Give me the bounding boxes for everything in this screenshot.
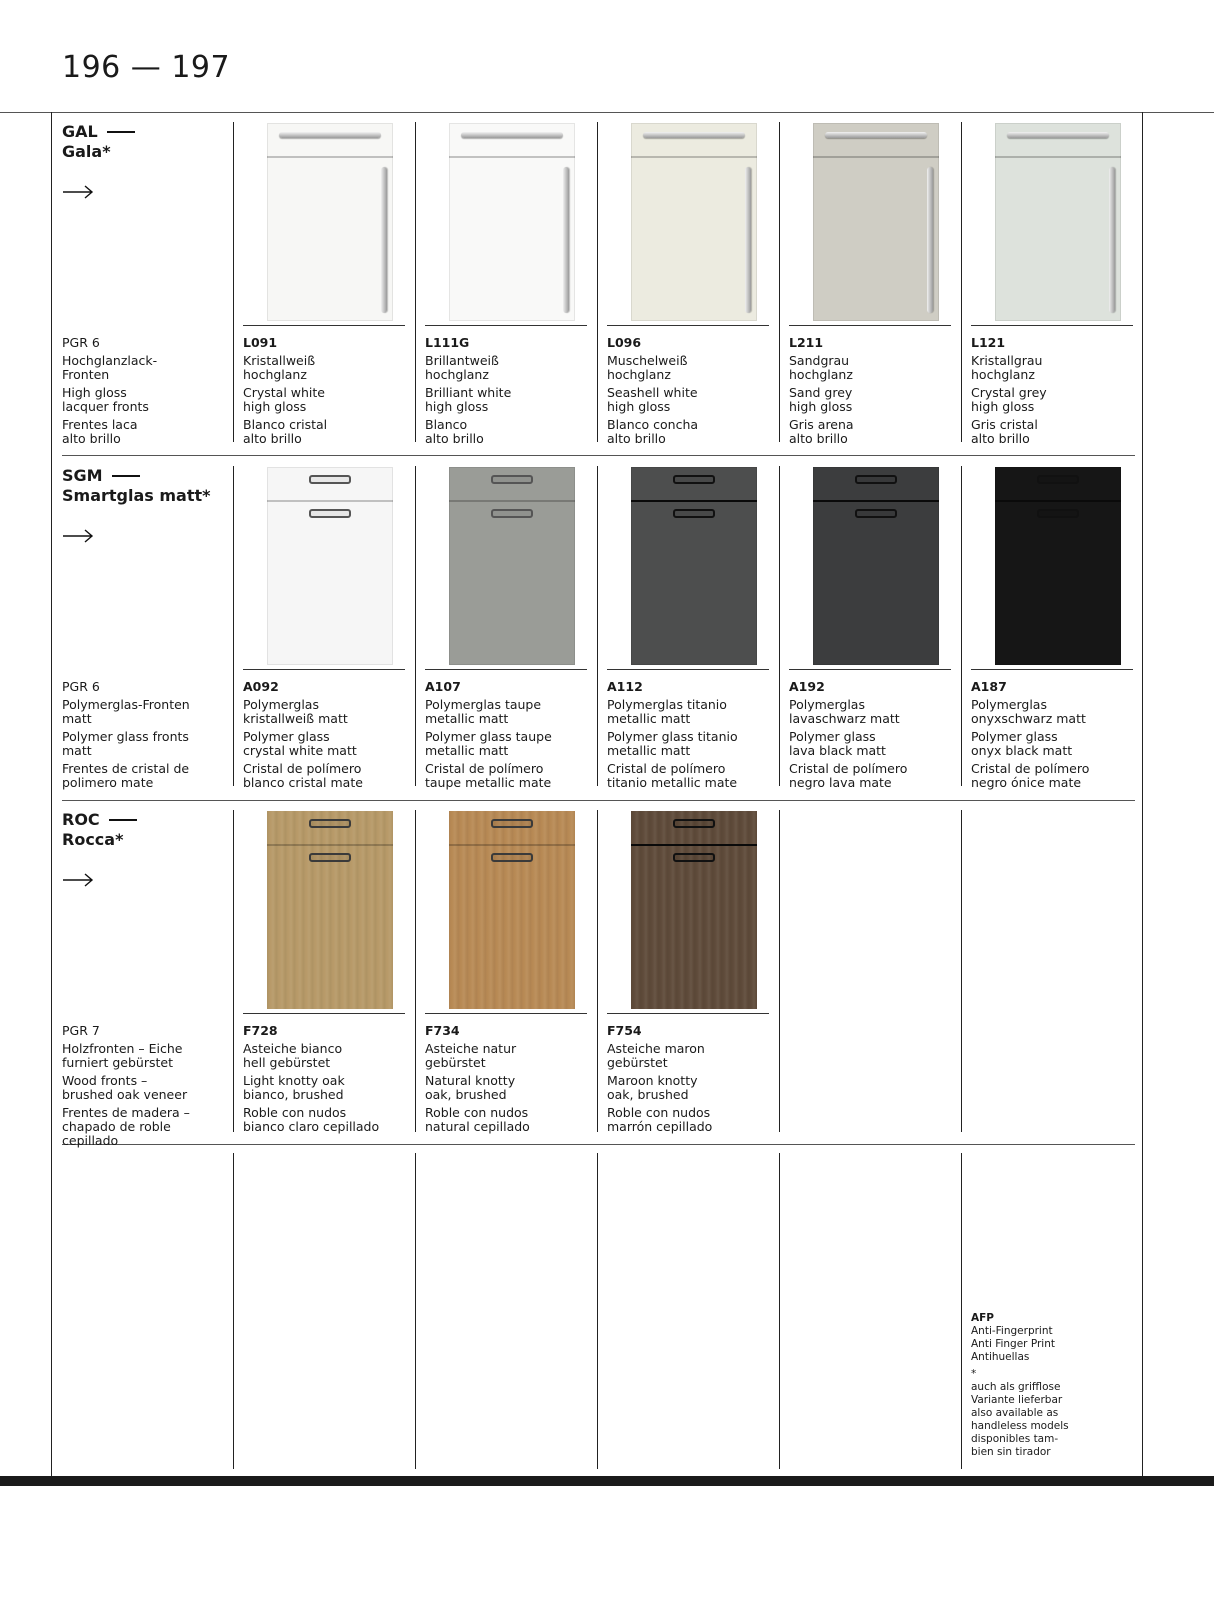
- card-rule: [607, 325, 769, 326]
- column-separator: [597, 122, 598, 442]
- front-description: Asteiche maron gebürstet: [607, 1041, 705, 1070]
- description-line: PGR 7: [62, 1023, 100, 1038]
- recess-handle-icon: [855, 509, 897, 518]
- front-code: A107: [425, 679, 461, 694]
- column-separator: [415, 122, 416, 442]
- front-card[interactable]: [789, 120, 961, 450]
- column-separator: [961, 1153, 962, 1469]
- recess-handle-icon: [309, 853, 351, 862]
- front-card[interactable]: [243, 808, 415, 1138]
- recess-handle-icon: [491, 475, 533, 484]
- recess-handle-icon: [491, 853, 533, 862]
- series-code-text: SGM: [62, 466, 103, 485]
- card-rule: [243, 325, 405, 326]
- drawer-gap: [267, 844, 393, 846]
- card-text: [971, 336, 1143, 450]
- drawer-gap: [449, 156, 575, 158]
- column-separator: [415, 810, 416, 1132]
- card-text: [607, 680, 779, 794]
- drawer-gap: [631, 500, 757, 502]
- card-text: [971, 680, 1143, 794]
- drawer-gap: [813, 156, 939, 158]
- card-rule: [425, 1013, 587, 1014]
- column-separator: [233, 1153, 234, 1469]
- front-description: Polymer glass lava black matt: [789, 729, 886, 758]
- door-swatch: [631, 123, 757, 321]
- left-frame-line: [51, 112, 52, 1478]
- card-rule: [789, 325, 951, 326]
- front-description: Gris arena alto brillo: [789, 417, 854, 446]
- column-separator: [961, 122, 962, 442]
- front-description: Maroon knotty oak, brushed: [607, 1073, 698, 1102]
- front-description: Cristal de polímero negro ónice mate: [971, 761, 1090, 790]
- door-swatch: [631, 467, 757, 665]
- column-separator: [597, 466, 598, 786]
- description-line: Frentes de cristal de polimero mate: [62, 761, 190, 790]
- front-card[interactable]: [971, 120, 1143, 450]
- series-heading: [62, 810, 137, 892]
- recess-handle-icon: [1037, 509, 1079, 518]
- top-rule: [0, 112, 1214, 113]
- description-line: Wood fronts – brushed oak veneer: [62, 1073, 188, 1102]
- card-rule: [607, 669, 769, 670]
- front-code: L096: [607, 335, 642, 350]
- front-description: Polymer glass onyx black matt: [971, 729, 1073, 758]
- bar-handle-icon: [1109, 167, 1115, 313]
- card-rule: [425, 325, 587, 326]
- recess-handle-icon: [309, 509, 351, 518]
- front-code: A112: [607, 679, 643, 694]
- description-line: Frentes laca alto brillo: [62, 417, 138, 446]
- front-card[interactable]: [971, 464, 1143, 794]
- drawer-gap: [449, 844, 575, 846]
- front-code: L091: [243, 335, 278, 350]
- door-swatch: [267, 467, 393, 665]
- card-rule: [425, 669, 587, 670]
- card-rule: [607, 1013, 769, 1014]
- row-divider: [62, 800, 1135, 801]
- card-rule: [971, 325, 1133, 326]
- column-separator: [415, 1153, 416, 1469]
- card-text: [243, 336, 415, 450]
- card-rule: [971, 669, 1133, 670]
- card-text: [607, 1024, 779, 1138]
- column-separator: [779, 466, 780, 786]
- dash-line: [112, 475, 140, 477]
- column-separator: [233, 122, 234, 442]
- column-separator: [961, 466, 962, 786]
- column-separator: [233, 466, 234, 786]
- description-line: PGR 6: [62, 335, 100, 350]
- arrow-right-icon[interactable]: [62, 528, 94, 544]
- column-separator: [961, 810, 962, 1132]
- door-swatch: [995, 123, 1121, 321]
- front-description: Polymerglas titanio metallic matt: [607, 697, 727, 726]
- description-line: Holzfronten – Eiche furniert gebürstet: [62, 1041, 183, 1070]
- door-swatch: [813, 467, 939, 665]
- series-code: [62, 810, 137, 830]
- bar-handle-icon: [825, 132, 927, 138]
- series-heading: [62, 122, 135, 204]
- front-description: Roble con nudos marrón cepillado: [607, 1105, 713, 1134]
- front-description: Gris cristal alto brillo: [971, 417, 1038, 446]
- column-separator: [233, 810, 234, 1132]
- front-description: Kristallweiß hochglanz: [243, 353, 316, 382]
- footnote: [971, 1312, 1131, 1463]
- series-name: Smartglas matt*: [62, 486, 211, 505]
- footnote-star-text: auch als grifflose Variante lieferbar also available as handleless models disponibles tam- bien sin tirador: [971, 1381, 1069, 1458]
- bar-handle-icon: [643, 132, 745, 138]
- footnote-afp-text: Anti-Fingerprint Anti Finger Print Antihuellas: [971, 1325, 1055, 1363]
- card-rule: [789, 669, 951, 670]
- drawer-gap: [813, 500, 939, 502]
- recess-handle-icon: [673, 509, 715, 518]
- arrow-right-icon[interactable]: [62, 184, 94, 200]
- drawer-gap: [995, 156, 1121, 158]
- description-line: Polymerglas-Fronten matt: [62, 697, 190, 726]
- bar-handle-icon: [461, 132, 563, 138]
- card-text: [789, 680, 961, 794]
- series-heading: [62, 466, 211, 548]
- front-description: Polymerglas kristallweiß matt: [243, 697, 348, 726]
- bar-handle-icon: [1007, 132, 1109, 138]
- card-text: [789, 336, 961, 450]
- front-description: Polymer glass crystal white matt: [243, 729, 357, 758]
- bar-handle-icon: [279, 132, 381, 138]
- drawer-gap: [995, 500, 1121, 502]
- front-description: Brillantweiß hochglanz: [425, 353, 499, 382]
- front-code: L121: [971, 335, 1006, 350]
- recess-handle-icon: [309, 819, 351, 828]
- front-card[interactable]: [425, 808, 597, 1138]
- front-description: Polymerglas onyxschwarz matt: [971, 697, 1086, 726]
- description-line: Frentes de madera – chapado de roble cepillado: [62, 1105, 190, 1148]
- door-swatch: [449, 467, 575, 665]
- door-swatch: [995, 467, 1121, 665]
- card-text: [243, 1024, 415, 1138]
- front-description: Seashell white high gloss: [607, 385, 698, 414]
- front-description: Asteiche bianco hell gebürstet: [243, 1041, 343, 1070]
- drawer-gap: [631, 844, 757, 846]
- series-description: [62, 680, 222, 794]
- series-code-text: GAL: [62, 122, 98, 141]
- front-code: L111G: [425, 335, 470, 350]
- column-separator: [597, 810, 598, 1132]
- bar-handle-icon: [927, 167, 933, 313]
- description-line: Hochglanzlack- Fronten: [62, 353, 158, 382]
- row-divider: [62, 455, 1135, 456]
- card-rule: [243, 669, 405, 670]
- recess-handle-icon: [491, 509, 533, 518]
- front-card[interactable]: [425, 120, 597, 450]
- dash-line: [107, 131, 135, 133]
- front-code: F734: [425, 1023, 460, 1038]
- front-description: Cristal de polímero negro lava mate: [789, 761, 908, 790]
- front-card[interactable]: [243, 120, 415, 450]
- card-text: [243, 680, 415, 794]
- row-divider: [62, 1144, 1135, 1145]
- description-line: High gloss lacquer fronts: [62, 385, 149, 414]
- series-name: Rocca*: [62, 830, 124, 849]
- front-description: Sand grey high gloss: [789, 385, 853, 414]
- door-swatch: [267, 811, 393, 1009]
- front-card[interactable]: [607, 120, 779, 450]
- series-description: [62, 1024, 222, 1152]
- front-code: A192: [789, 679, 825, 694]
- bar-handle-icon: [745, 167, 751, 313]
- front-card[interactable]: [607, 808, 779, 1138]
- drawer-gap: [449, 500, 575, 502]
- bottom-bar: [0, 1476, 1214, 1486]
- front-card[interactable]: [243, 464, 415, 794]
- front-description: Blanco alto brillo: [425, 417, 484, 446]
- footnote-star: *: [971, 1368, 977, 1380]
- recess-handle-icon: [673, 819, 715, 828]
- recess-handle-icon: [673, 475, 715, 484]
- bar-handle-icon: [563, 167, 569, 313]
- card-text: [425, 1024, 597, 1138]
- card-rule: [243, 1013, 405, 1014]
- door-swatch: [449, 811, 575, 1009]
- front-description: Cristal de polímero blanco cristal mate: [243, 761, 363, 790]
- recess-handle-icon: [1037, 475, 1079, 484]
- front-description: Muschelweiß hochglanz: [607, 353, 688, 382]
- drawer-gap: [267, 156, 393, 158]
- column-separator: [415, 466, 416, 786]
- front-description: Roble con nudos natural cepillado: [425, 1105, 530, 1134]
- description-line: PGR 6: [62, 679, 100, 694]
- door-swatch: [267, 123, 393, 321]
- front-description: Cristal de polímero titanio metallic mate: [607, 761, 738, 790]
- front-description: Natural knotty oak, brushed: [425, 1073, 516, 1102]
- front-description: Crystal grey high gloss: [971, 385, 1047, 414]
- front-card[interactable]: [425, 464, 597, 794]
- series-code-text: ROC: [62, 810, 100, 829]
- front-description: Cristal de polímero taupe metallic mate: [425, 761, 552, 790]
- front-description: Light knotty oak bianco, brushed: [243, 1073, 345, 1102]
- front-code: F754: [607, 1023, 642, 1038]
- drawer-gap: [267, 500, 393, 502]
- front-code: A092: [243, 679, 279, 694]
- front-description: Sandgrau hochglanz: [789, 353, 853, 382]
- card-text: [425, 680, 597, 794]
- column-separator: [779, 122, 780, 442]
- front-description: Brilliant white high gloss: [425, 385, 512, 414]
- page-numbers: 196 — 197: [62, 50, 231, 85]
- drawer-gap: [631, 156, 757, 158]
- column-separator: [597, 1153, 598, 1469]
- column-separator: [779, 810, 780, 1132]
- front-description: Kristallgrau hochglanz: [971, 353, 1043, 382]
- front-description: Asteiche natur gebürstet: [425, 1041, 517, 1070]
- front-description: Polymerglas taupe metallic matt: [425, 697, 542, 726]
- front-description: Polymerglas lavaschwarz matt: [789, 697, 900, 726]
- door-swatch: [813, 123, 939, 321]
- series-code: [62, 122, 135, 142]
- front-card[interactable]: [607, 464, 779, 794]
- arrow-right-icon[interactable]: [62, 872, 94, 888]
- front-description: Roble con nudos bianco claro cepillado: [243, 1105, 380, 1134]
- front-code: A187: [971, 679, 1007, 694]
- card-text: [607, 336, 779, 450]
- recess-handle-icon: [309, 475, 351, 484]
- recess-handle-icon: [491, 819, 533, 828]
- bar-handle-icon: [381, 167, 387, 313]
- front-code: F728: [243, 1023, 278, 1038]
- series-name: Gala*: [62, 142, 111, 161]
- front-code: L211: [789, 335, 824, 350]
- front-description: Blanco concha alto brillo: [607, 417, 699, 446]
- series-description: [62, 336, 222, 450]
- front-description: Crystal white high gloss: [243, 385, 325, 414]
- series-code: [62, 466, 211, 486]
- front-description: Blanco cristal alto brillo: [243, 417, 328, 446]
- front-description: Polymer glass titanio metallic matt: [607, 729, 738, 758]
- recess-handle-icon: [855, 475, 897, 484]
- front-description: Polymer glass taupe metallic matt: [425, 729, 552, 758]
- card-text: [425, 336, 597, 450]
- door-swatch: [449, 123, 575, 321]
- door-swatch: [631, 811, 757, 1009]
- footnote-code: AFP: [971, 1312, 994, 1324]
- column-separator: [779, 1153, 780, 1469]
- front-card[interactable]: [789, 464, 961, 794]
- description-line: Polymer glass fronts matt: [62, 729, 189, 758]
- dash-line: [109, 819, 137, 821]
- recess-handle-icon: [673, 853, 715, 862]
